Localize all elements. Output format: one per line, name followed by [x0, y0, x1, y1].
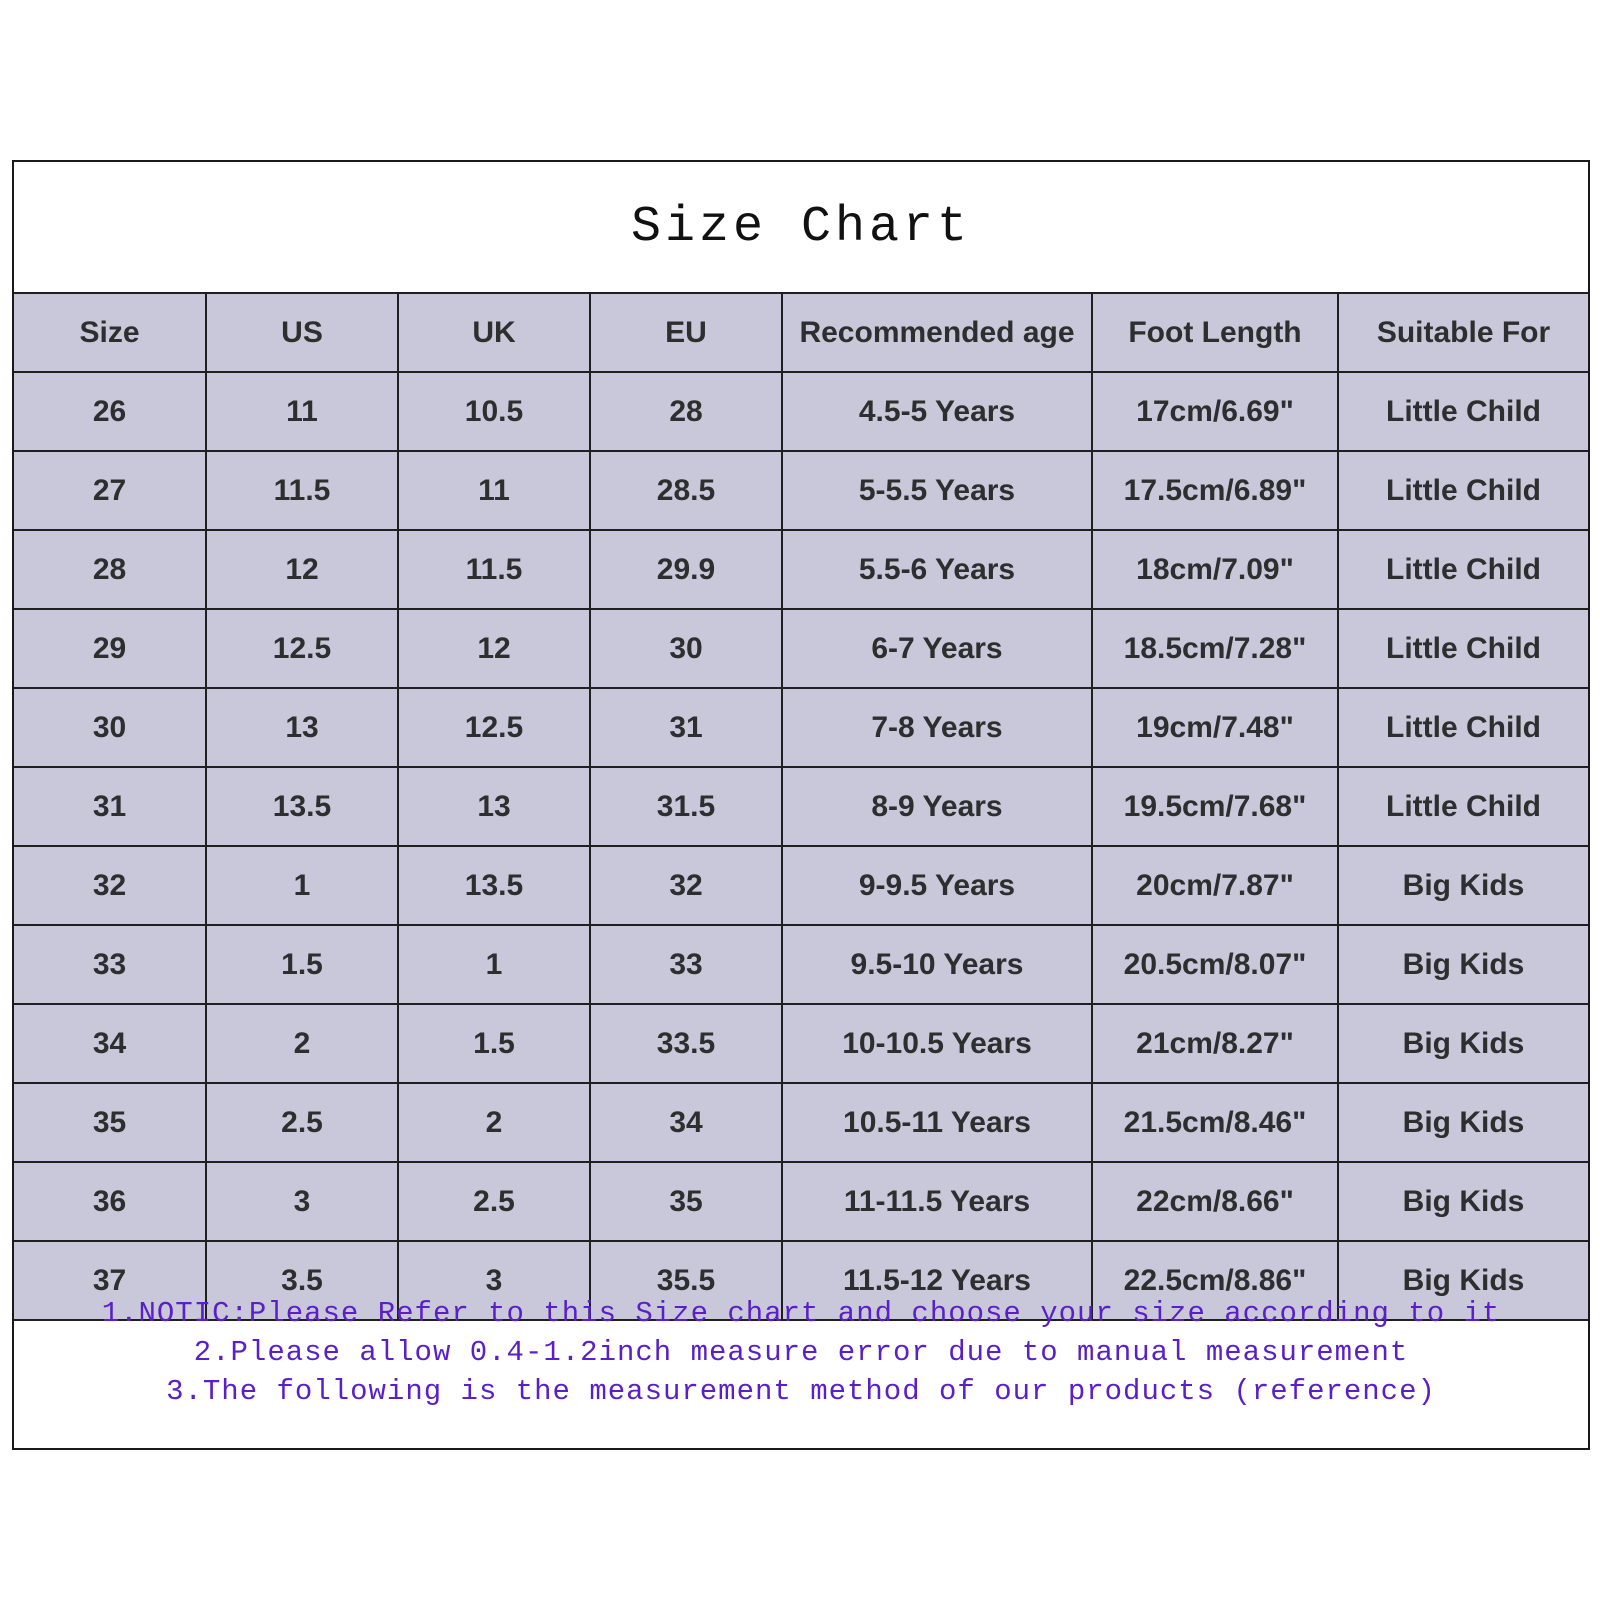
- cell-uk: 11.5: [398, 530, 590, 609]
- cell-suitable-for: Big Kids: [1338, 1241, 1588, 1320]
- cell-eu: 32: [590, 846, 782, 925]
- cell-recommended-age: 7-8 Years: [782, 688, 1092, 767]
- cell-us: 3.5: [206, 1241, 398, 1320]
- cell-size: 29: [14, 609, 206, 688]
- cell-us: 2: [206, 1004, 398, 1083]
- cell-suitable-for: Big Kids: [1338, 1083, 1588, 1162]
- cell-foot-length: 21.5cm/8.46": [1092, 1083, 1338, 1162]
- cell-foot-length: 21cm/8.27": [1092, 1004, 1338, 1083]
- note-line: 3.The following is the measurement method of our products (reference): [166, 1375, 1436, 1408]
- table-row: [14, 372, 1588, 451]
- cell-suitable-for: Little Child: [1338, 372, 1588, 451]
- cell-us: 12.5: [206, 609, 398, 688]
- cell-us: 11: [206, 372, 398, 451]
- header-us: US: [206, 293, 398, 372]
- cell-uk: 12.5: [398, 688, 590, 767]
- cell-foot-length: 20.5cm/8.07": [1092, 925, 1338, 1004]
- cell-recommended-age: 5-5.5 Years: [782, 451, 1092, 530]
- cell-suitable-for: Big Kids: [1338, 1162, 1588, 1241]
- cell-size: 31: [14, 767, 206, 846]
- cell-us: 1: [206, 846, 398, 925]
- header-uk: UK: [398, 293, 590, 372]
- cell-suitable-for: Little Child: [1338, 530, 1588, 609]
- cell-size: 26: [14, 372, 206, 451]
- cell-foot-length: 19cm/7.48": [1092, 688, 1338, 767]
- cell-eu: 30: [590, 609, 782, 688]
- cell-recommended-age: 5.5-6 Years: [782, 530, 1092, 609]
- cell-recommended-age: 4.5-5 Years: [782, 372, 1092, 451]
- cell-uk: 10.5: [398, 372, 590, 451]
- cell-suitable-for: Little Child: [1338, 767, 1588, 846]
- cell-eu: 28.5: [590, 451, 782, 530]
- cell-eu: 35.5: [590, 1241, 782, 1320]
- header-foot-length: Foot Length: [1092, 293, 1338, 372]
- cell-us: 1.5: [206, 925, 398, 1004]
- cell-size: 34: [14, 1004, 206, 1083]
- cell-size: 36: [14, 1162, 206, 1241]
- cell-eu: 35: [590, 1162, 782, 1241]
- cell-foot-length: 17.5cm/6.89": [1092, 451, 1338, 530]
- cell-suitable-for: Little Child: [1338, 609, 1588, 688]
- cell-uk: 2.5: [398, 1162, 590, 1241]
- size-chart-frame: [12, 160, 1590, 1450]
- cell-uk: 13: [398, 767, 590, 846]
- cell-uk: 1.5: [398, 1004, 590, 1083]
- cell-uk: 1: [398, 925, 590, 1004]
- cell-foot-length: 18.5cm/7.28": [1092, 609, 1338, 688]
- cell-recommended-age: 9-9.5 Years: [782, 846, 1092, 925]
- cell-uk: 2: [398, 1083, 590, 1162]
- table-row: [14, 1083, 1588, 1162]
- cell-recommended-age: 11.5-12 Years: [782, 1241, 1092, 1320]
- cell-us: 12: [206, 530, 398, 609]
- table-row: [14, 451, 1588, 530]
- cell-suitable-for: Little Child: [1338, 688, 1588, 767]
- notes: [14, 1294, 1588, 1411]
- cell-us: 13.5: [206, 767, 398, 846]
- cell-size: 33: [14, 925, 206, 1004]
- cell-recommended-age: 11-11.5 Years: [782, 1162, 1092, 1241]
- cell-recommended-age: 9.5-10 Years: [782, 925, 1092, 1004]
- cell-suitable-for: Little Child: [1338, 451, 1588, 530]
- cell-foot-length: 22cm/8.66": [1092, 1162, 1338, 1241]
- table-row: [14, 846, 1588, 925]
- cell-size: 28: [14, 530, 206, 609]
- cell-us: 2.5: [206, 1083, 398, 1162]
- cell-eu: 31: [590, 688, 782, 767]
- cell-recommended-age: 10.5-11 Years: [782, 1083, 1092, 1162]
- cell-uk: 3: [398, 1241, 590, 1320]
- cell-suitable-for: Big Kids: [1338, 1004, 1588, 1083]
- table-row: [14, 925, 1588, 1004]
- table-row: [14, 530, 1588, 609]
- cell-eu: 28: [590, 372, 782, 451]
- size-table: [14, 292, 1588, 1321]
- cell-size: 27: [14, 451, 206, 530]
- page-title: Size Chart: [630, 198, 972, 256]
- cell-foot-length: 22.5cm/8.86": [1092, 1241, 1338, 1320]
- cell-foot-length: 17cm/6.69": [1092, 372, 1338, 451]
- cell-suitable-for: Big Kids: [1338, 846, 1588, 925]
- cell-us: 13: [206, 688, 398, 767]
- table-row: [14, 688, 1588, 767]
- table-body: [14, 372, 1588, 1320]
- cell-foot-length: 20cm/7.87": [1092, 846, 1338, 925]
- note-line: 2.Please allow 0.4-1.2inch measure error due to manual measurement: [193, 1336, 1409, 1369]
- note-line: 1.NOTIC:Please Refer to this Size chart and choose your size according to it: [101, 1297, 1501, 1330]
- cell-foot-length: 19.5cm/7.68": [1092, 767, 1338, 846]
- table-row: [14, 767, 1588, 846]
- table-row: [14, 1162, 1588, 1241]
- cell-recommended-age: 10-10.5 Years: [782, 1004, 1092, 1083]
- cell-size: 32: [14, 846, 206, 925]
- cell-foot-length: 18cm/7.09": [1092, 530, 1338, 609]
- cell-uk: 13.5: [398, 846, 590, 925]
- cell-size: 35: [14, 1083, 206, 1162]
- cell-recommended-age: 8-9 Years: [782, 767, 1092, 846]
- cell-us: 11.5: [206, 451, 398, 530]
- table-row: [14, 1004, 1588, 1083]
- table-row: [14, 609, 1588, 688]
- cell-eu: 33.5: [590, 1004, 782, 1083]
- cell-eu: 29.9: [590, 530, 782, 609]
- cell-eu: 31.5: [590, 767, 782, 846]
- header-recommended-age: Recommended age: [782, 293, 1092, 372]
- header-suitable-for: Suitable For: [1338, 293, 1588, 372]
- cell-size: 37: [14, 1241, 206, 1320]
- header-eu: EU: [590, 293, 782, 372]
- table-header-row: [14, 293, 1588, 372]
- cell-uk: 11: [398, 451, 590, 530]
- cell-suitable-for: Big Kids: [1338, 925, 1588, 1004]
- cell-recommended-age: 6-7 Years: [782, 609, 1092, 688]
- cell-size: 30: [14, 688, 206, 767]
- cell-uk: 12: [398, 609, 590, 688]
- cell-us: 3: [206, 1162, 398, 1241]
- cell-eu: 34: [590, 1083, 782, 1162]
- header-size: Size: [14, 293, 206, 372]
- cell-eu: 33: [590, 925, 782, 1004]
